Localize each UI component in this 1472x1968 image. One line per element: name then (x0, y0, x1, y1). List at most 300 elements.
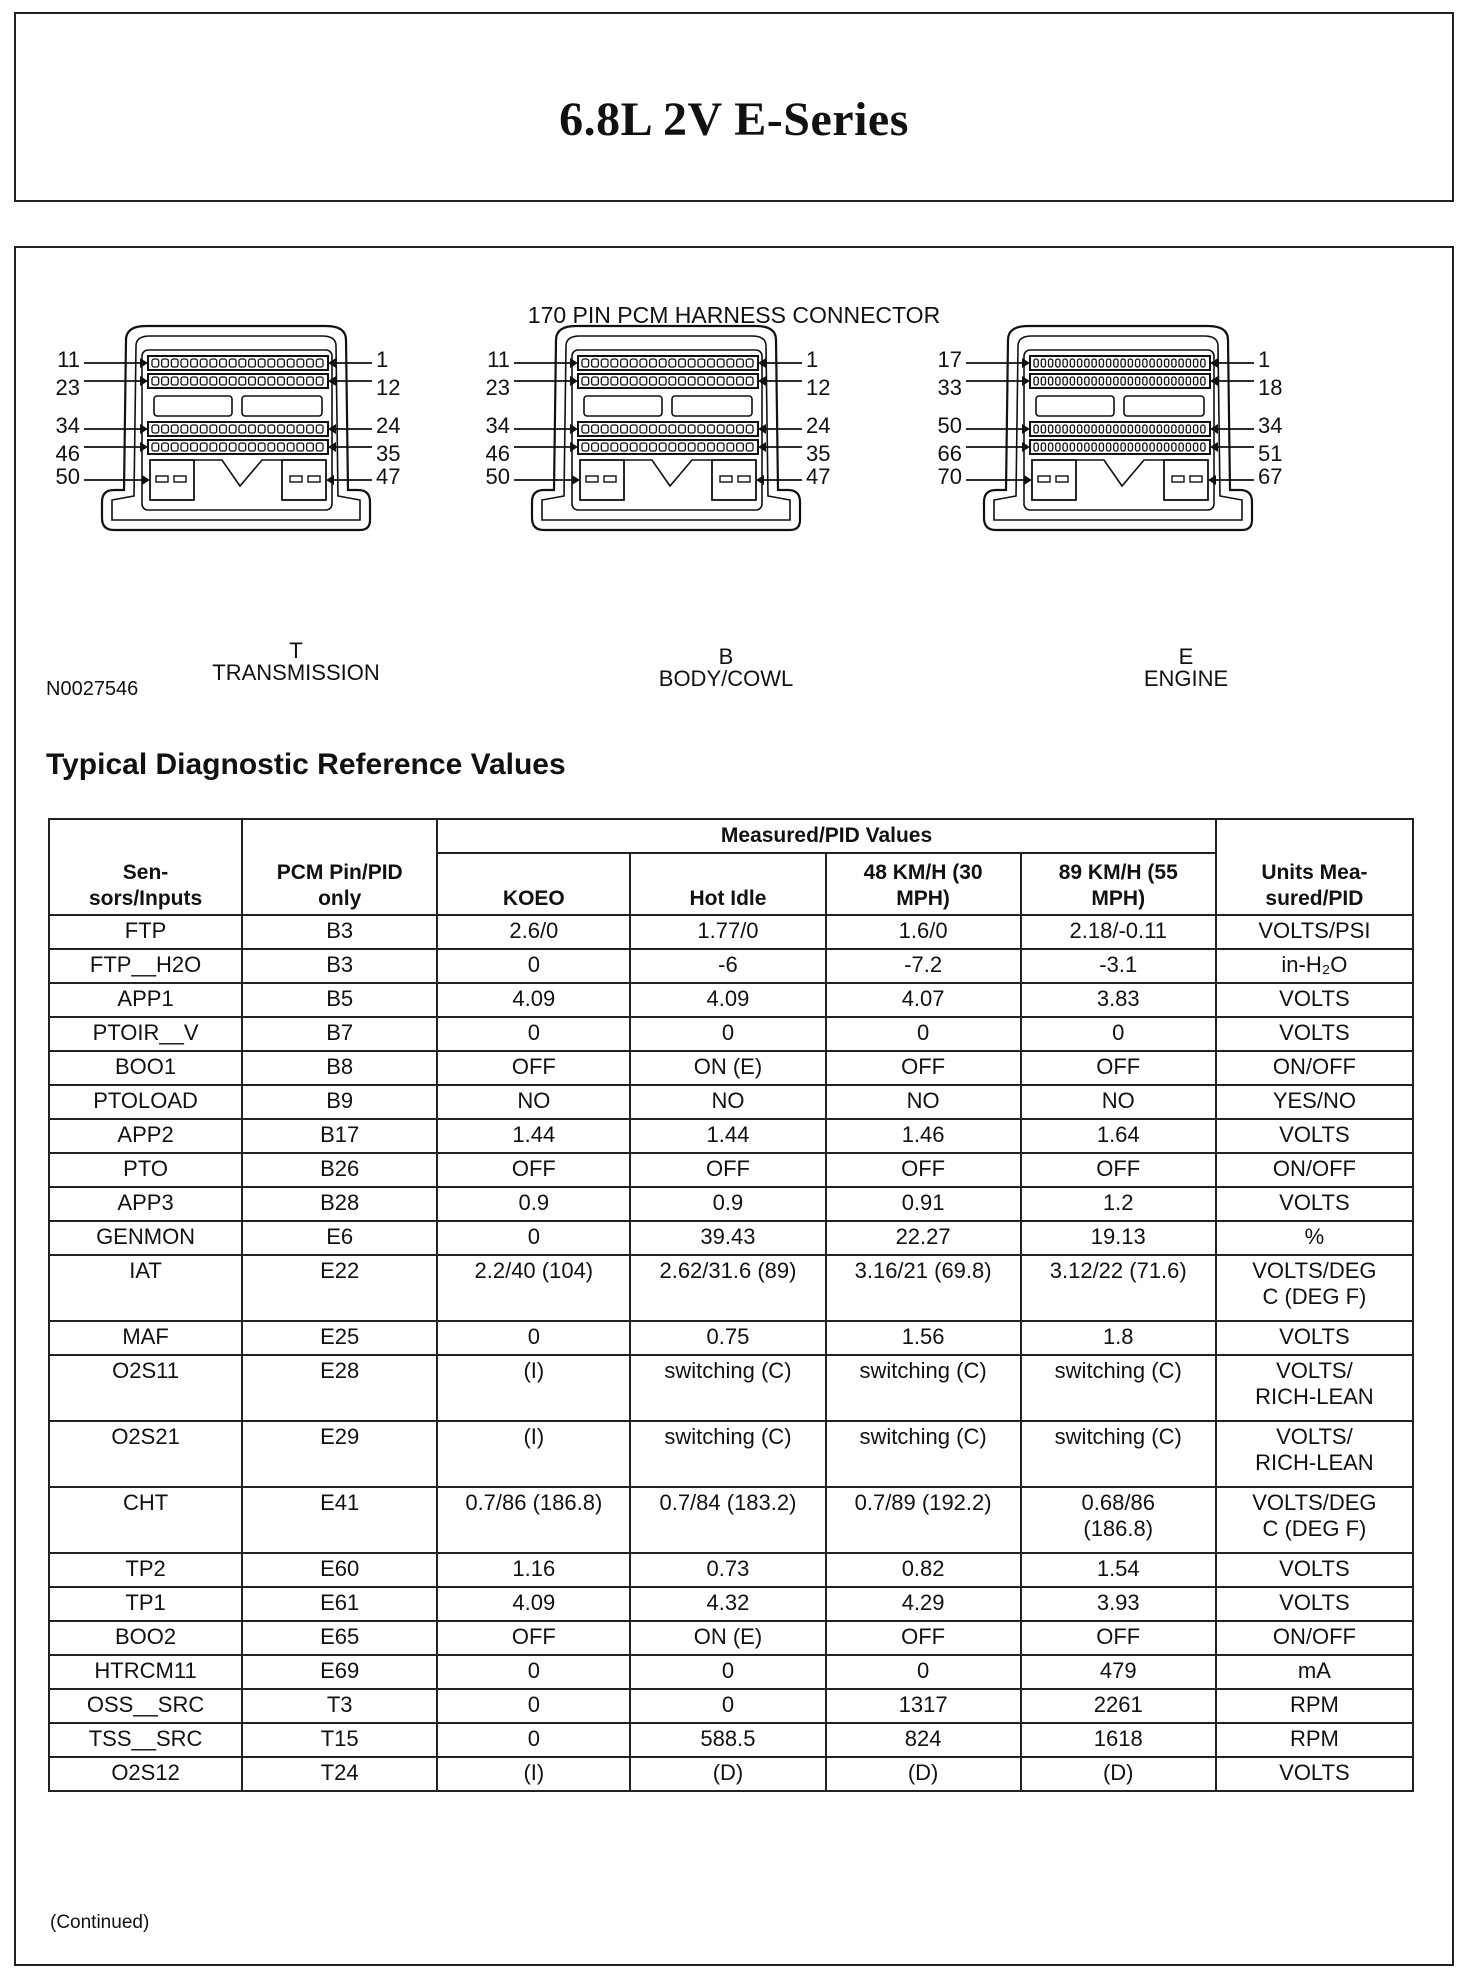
pin-cavity (1078, 443, 1082, 451)
pin-cavity (1049, 425, 1053, 433)
cell-koeo: (I) (437, 1757, 630, 1791)
cell-89-kmh: -3.1 (1021, 949, 1216, 983)
pin-cavity (1107, 425, 1111, 433)
table-row (49, 915, 1413, 949)
cell-48-kmh: NO (826, 1085, 1021, 1119)
pin-cavity (582, 377, 589, 385)
pin-cavity (258, 443, 265, 451)
table-row (49, 1655, 1413, 1689)
pin-cavity (1201, 443, 1205, 451)
pin-cavity (152, 443, 159, 451)
connector-latch (194, 460, 282, 486)
cell-koeo: 2.6/0 (437, 915, 630, 949)
pin-cavity (1157, 377, 1161, 385)
pin-cavity (640, 425, 647, 433)
table-row (49, 1051, 1413, 1085)
pin-number-label: 35 (376, 441, 401, 466)
pin-cavity (650, 443, 657, 451)
table-row (49, 1017, 1413, 1051)
pin-cavity (1128, 359, 1132, 367)
pin-cavity (181, 443, 188, 451)
connector-latch (624, 460, 712, 486)
cell-koeo: 0 (437, 1321, 630, 1355)
pin-cavity (1150, 425, 1154, 433)
cell-sensor: FTP__H2O (49, 949, 242, 983)
pin-cavity (1121, 359, 1125, 367)
pin-cavity (297, 425, 304, 433)
pin-cavity (268, 359, 275, 367)
arrow-head (142, 475, 150, 485)
pin-number-label: 66 (937, 441, 962, 466)
cell-pcm-pin: E25 (242, 1321, 437, 1355)
cell-48-kmh: (D) (826, 1757, 1021, 1791)
pin-cavity (1085, 443, 1089, 451)
pin-cavity (1201, 425, 1205, 433)
pin-cavity (249, 359, 256, 367)
pin-cavity (698, 377, 705, 385)
cell-89-kmh: 1.2 (1021, 1187, 1216, 1221)
cell-koeo: 0.7/86 (186.8) (437, 1487, 630, 1553)
header-48-kmh: 48 KM/H (30 MPH) (826, 853, 1021, 915)
key-slot (242, 396, 322, 416)
arrow-head (570, 442, 578, 452)
pin-cavity (287, 443, 294, 451)
arrow-head (140, 376, 148, 386)
pin-cavity (669, 359, 676, 367)
cell-units: RPM (1216, 1689, 1413, 1723)
cell-koeo: 0 (437, 1655, 630, 1689)
pin-cavity (1034, 377, 1038, 385)
cell-89-kmh: 0.68/86 (186.8) (1021, 1487, 1216, 1553)
pin-number-label: 47 (806, 464, 831, 489)
title-box (14, 12, 1454, 202)
pin-cavity (210, 443, 217, 451)
cell-sensor: APP1 (49, 983, 242, 1017)
pin-cavity (1121, 425, 1125, 433)
pin-cavity (688, 377, 695, 385)
cell-pcm-pin: B3 (242, 949, 437, 983)
pin-cavity (1128, 425, 1132, 433)
header-hot-idle: Hot Idle (630, 853, 825, 915)
cell-48-kmh: 1.56 (826, 1321, 1021, 1355)
pin-cavity (630, 425, 637, 433)
pin-cavity (181, 359, 188, 367)
pin-cavity (592, 425, 599, 433)
cell-48-kmh: 3.16/21 (69.8) (826, 1255, 1021, 1321)
pin-cavity (229, 425, 236, 433)
pin-cavity (278, 443, 285, 451)
pin-cavity (1121, 377, 1125, 385)
content-frame (14, 246, 1454, 1966)
pin-cavity (1143, 443, 1147, 451)
cell-pcm-pin: T3 (242, 1689, 437, 1723)
pin-cavity (229, 359, 236, 367)
pin-cavity (679, 425, 686, 433)
cell-48-kmh: 0.91 (826, 1187, 1021, 1221)
pin-cavity (727, 443, 734, 451)
cell-units: VOLTS/PSI (1216, 915, 1413, 949)
pin-cavity (1179, 443, 1183, 451)
pin-number-label: 18 (1258, 375, 1283, 400)
pin-cavity (1099, 377, 1103, 385)
pin-cavity (727, 359, 734, 367)
pin-cavity (249, 377, 256, 385)
pin-cavity (592, 443, 599, 451)
cell-koeo: 4.09 (437, 983, 630, 1017)
cell-hot-idle: NO (630, 1085, 825, 1119)
pin-number-label: 50 (485, 464, 510, 489)
pin-cavity (582, 443, 589, 451)
pin-cavity (268, 377, 275, 385)
header-pcm-pin: PCM Pin/PID only (242, 819, 437, 915)
cell-pcm-pin: T15 (242, 1723, 437, 1757)
pin-cavity (1041, 359, 1045, 367)
header-koeo: KOEO (437, 853, 630, 915)
pin-cavity (287, 425, 294, 433)
pin-cavity (162, 425, 169, 433)
pin-cavity (669, 443, 676, 451)
pin-cavity (611, 377, 618, 385)
key-slot (1036, 396, 1114, 416)
cell-48-kmh: 0 (826, 1655, 1021, 1689)
key-slot (584, 396, 662, 416)
pin-number-label: 1 (806, 347, 819, 372)
cell-pcm-pin: B9 (242, 1085, 437, 1119)
cell-89-kmh: (D) (1021, 1757, 1216, 1791)
pin-number-label: 51 (1258, 441, 1283, 466)
cell-units: VOLTS (1216, 1017, 1413, 1051)
pin-cavity (210, 377, 217, 385)
section-title: Typical Diagnostic Reference Values (46, 748, 566, 781)
pin-cavity (1041, 425, 1045, 433)
cell-sensor: BOO2 (49, 1621, 242, 1655)
cell-hot-idle: 0 (630, 1655, 825, 1689)
pin-cavity (229, 377, 236, 385)
pin-cavity (601, 377, 608, 385)
pin-cavity (1085, 425, 1089, 433)
table-row (49, 1221, 1413, 1255)
cell-pcm-pin: E28 (242, 1355, 437, 1421)
pin-cavity (1041, 443, 1045, 451)
pin-cavity (727, 377, 734, 385)
cell-units: VOLTS (1216, 1757, 1413, 1791)
pin-cavity (621, 377, 628, 385)
pin-number-label: 24 (806, 413, 831, 438)
pin-cavity (1165, 377, 1169, 385)
connector-letter: T (289, 638, 303, 663)
cell-48-kmh: 4.29 (826, 1587, 1021, 1621)
pin-cavity (171, 443, 178, 451)
cell-hot-idle: 0.75 (630, 1321, 825, 1355)
pin-number-label: 34 (1258, 413, 1283, 438)
table-row (49, 1757, 1413, 1791)
pin-cavity (698, 443, 705, 451)
pin-cavity (162, 377, 169, 385)
pin-cavity (1165, 425, 1169, 433)
pin-cavity (220, 377, 227, 385)
cell-hot-idle: 0.7/84 (183.2) (630, 1487, 825, 1553)
pin-cavity (258, 359, 265, 367)
cell-pcm-pin: B8 (242, 1051, 437, 1085)
cell-48-kmh: 4.07 (826, 983, 1021, 1017)
cell-koeo: 0.9 (437, 1187, 630, 1221)
cell-units: VOLTS (1216, 1119, 1413, 1153)
table-row (49, 1421, 1413, 1487)
pin-cavity (679, 377, 686, 385)
cell-koeo: OFF (437, 1621, 630, 1655)
pin-cavity (268, 425, 275, 433)
pin-cavity (316, 359, 323, 367)
pin-cavity (1092, 377, 1096, 385)
cell-hot-idle: (D) (630, 1757, 825, 1791)
pin-cavity (210, 425, 217, 433)
pin-cavity (191, 425, 198, 433)
pin-cavity (171, 425, 178, 433)
pin-cavity (191, 443, 198, 451)
pin-cavity (737, 377, 744, 385)
pin-cavity (220, 425, 227, 433)
pin-cavity (1194, 443, 1198, 451)
cell-units: VOLTS/ RICH-LEAN (1216, 1355, 1413, 1421)
cell-hot-idle: switching (C) (630, 1355, 825, 1421)
pin-cavity (592, 359, 599, 367)
pin-number-label: 12 (376, 375, 401, 400)
pin-cavity (1063, 359, 1067, 367)
pin-number-label: 1 (376, 347, 389, 372)
pin-cavity (669, 377, 676, 385)
cell-hot-idle: 1.77/0 (630, 915, 825, 949)
pin-cavity (1114, 359, 1118, 367)
pin-cavity (601, 443, 608, 451)
pin-cavity (1056, 443, 1060, 451)
pin-cavity (1143, 359, 1147, 367)
arrow-head (1022, 376, 1030, 386)
pin-cavity (698, 425, 705, 433)
pin-cavity (1092, 443, 1096, 451)
cell-sensor: PTO (49, 1153, 242, 1187)
cell-hot-idle: 1.44 (630, 1119, 825, 1153)
pin-cavity (1070, 359, 1074, 367)
arrow-head (756, 475, 764, 485)
pin-number-label: 34 (485, 413, 510, 438)
pin-cavity (630, 377, 637, 385)
pin-cavity (1172, 377, 1176, 385)
cell-koeo: 1.16 (437, 1553, 630, 1587)
pin-cavity (200, 425, 207, 433)
cell-48-kmh: switching (C) (826, 1421, 1021, 1487)
cell-sensor: PTOIR__V (49, 1017, 242, 1051)
pin-cavity (708, 425, 715, 433)
pin-cavity (268, 443, 275, 451)
pin-cavity (200, 377, 207, 385)
pin-cavity (1172, 425, 1176, 433)
pin-number-label: 70 (937, 464, 962, 489)
pin-cavity (162, 443, 169, 451)
pin-cavity (640, 377, 647, 385)
pin-cavity (1143, 377, 1147, 385)
pin-number-label: 50 (55, 464, 80, 489)
pin-cavity (669, 425, 676, 433)
pin-cavity (659, 377, 666, 385)
pin-cavity (1165, 443, 1169, 451)
pin-cavity (1070, 425, 1074, 433)
arrow-head (140, 424, 148, 434)
pin-cavity (621, 359, 628, 367)
table-row (49, 1255, 1413, 1321)
pin-number-label: 46 (485, 441, 510, 466)
pin-cavity (297, 359, 304, 367)
pin-cavity (1056, 425, 1060, 433)
arrow-head (326, 475, 334, 485)
reference-values-table (48, 818, 1414, 1792)
pin-number-label: 23 (485, 375, 510, 400)
pin-cavity (1172, 443, 1176, 451)
pin-cavity (307, 443, 314, 451)
cell-89-kmh: 2261 (1021, 1689, 1216, 1723)
pin-cavity (1128, 443, 1132, 451)
pin-cavity (1194, 377, 1198, 385)
arrow-head (140, 358, 148, 368)
pin-cavity (1128, 377, 1132, 385)
pin-cavity (239, 443, 246, 451)
cell-48-kmh: 22.27 (826, 1221, 1021, 1255)
cell-koeo: OFF (437, 1051, 630, 1085)
cell-pcm-pin: E61 (242, 1587, 437, 1621)
cell-units: VOLTS (1216, 1187, 1413, 1221)
pin-cavity (1099, 359, 1103, 367)
cell-48-kmh: 1.46 (826, 1119, 1021, 1153)
cell-pcm-pin: E41 (242, 1487, 437, 1553)
cell-89-kmh: 19.13 (1021, 1221, 1216, 1255)
table-row (49, 1119, 1413, 1153)
pin-cavity (152, 425, 159, 433)
pin-cavity (1049, 377, 1053, 385)
pin-cavity (737, 443, 744, 451)
pin-cavity (278, 359, 285, 367)
table-row (49, 1587, 1413, 1621)
pin-number-label: 67 (1258, 464, 1283, 489)
arrow-head (1022, 442, 1030, 452)
pin-cavity (640, 443, 647, 451)
cell-48-kmh: 824 (826, 1723, 1021, 1757)
arrow-head (570, 424, 578, 434)
pin-cavity (611, 443, 618, 451)
cell-koeo: 1.44 (437, 1119, 630, 1153)
cell-units: VOLTS/ RICH-LEAN (1216, 1421, 1413, 1487)
pin-cavity (708, 443, 715, 451)
pin-cavity (1085, 377, 1089, 385)
cell-89-kmh: 1.64 (1021, 1119, 1216, 1153)
pin-cavity (181, 425, 188, 433)
pin-cavity (307, 425, 314, 433)
pin-cavity (229, 443, 236, 451)
pin-cavity (1179, 377, 1183, 385)
pin-cavity (239, 377, 246, 385)
cell-sensor: CHT (49, 1487, 242, 1553)
cell-sensor: OSS__SRC (49, 1689, 242, 1723)
pin-cavity (688, 425, 695, 433)
cell-48-kmh: 1317 (826, 1689, 1021, 1723)
pin-cavity (191, 377, 198, 385)
table-row (49, 1153, 1413, 1187)
cell-units: in-H₂O (1216, 949, 1413, 983)
pin-cavity (1136, 443, 1140, 451)
connector-label-transmission (176, 640, 416, 684)
pin-cavity (708, 377, 715, 385)
pin-cavity (191, 359, 198, 367)
pin-cavity (200, 443, 207, 451)
pin-cavity (650, 359, 657, 367)
pin-number-label: 23 (55, 375, 80, 400)
cell-89-kmh: OFF (1021, 1051, 1216, 1085)
table-row (49, 1689, 1413, 1723)
pin-number-label: 50 (937, 413, 962, 438)
pin-cavity (258, 377, 265, 385)
cell-sensor: O2S11 (49, 1355, 242, 1421)
pin-cavity (592, 377, 599, 385)
cell-units: % (1216, 1221, 1413, 1255)
pin-cavity (1179, 359, 1183, 367)
connector-letter: B (718, 644, 734, 669)
pin-number-label: 24 (376, 413, 401, 438)
pin-number-label: 12 (806, 375, 831, 400)
pin-cavity (717, 359, 724, 367)
header-sensors: Sen- sors/Inputs (49, 819, 242, 915)
cell-koeo: 0 (437, 1723, 630, 1757)
pin-cavity (1194, 359, 1198, 367)
key-slot (154, 396, 232, 416)
arrow-head (572, 475, 580, 485)
pin-cavity (746, 359, 753, 367)
pin-cavity (287, 359, 294, 367)
pin-cavity (1150, 359, 1154, 367)
header-measured-values: Measured/PID Values (437, 819, 1216, 853)
pin-cavity (1194, 425, 1198, 433)
connector-title: 170 PIN PCM HARNESS CONNECTOR (527, 302, 941, 328)
pin-cavity (640, 359, 647, 367)
pin-cavity (1114, 425, 1118, 433)
pin-cavity (659, 443, 666, 451)
pin-cavity (1114, 377, 1118, 385)
pin-cavity (1157, 425, 1161, 433)
cell-48-kmh: OFF (826, 1621, 1021, 1655)
cell-units: mA (1216, 1655, 1413, 1689)
continued-note: (Continued) (50, 1912, 150, 1933)
pin-cavity (210, 359, 217, 367)
connector-label-body (606, 646, 846, 690)
cell-sensor: HTRCM11 (49, 1655, 242, 1689)
pin-cavity (1121, 443, 1125, 451)
pin-cavity (1099, 443, 1103, 451)
key-slot (672, 396, 752, 416)
pin-cavity (1092, 359, 1096, 367)
table-row (49, 1723, 1413, 1757)
cell-pcm-pin: B17 (242, 1119, 437, 1153)
pin-cavity (1034, 359, 1038, 367)
pin-number-label: 1 (1258, 347, 1271, 372)
pin-number-label: 11 (487, 347, 510, 372)
connector-name: ENGINE (1143, 666, 1229, 691)
pin-cavity (258, 425, 265, 433)
pin-cavity (688, 359, 695, 367)
pin-cavity (746, 377, 753, 385)
pin-cavity (1143, 425, 1147, 433)
pin-cavity (1049, 359, 1053, 367)
pin-cavity (181, 377, 188, 385)
pin-cavity (1078, 377, 1082, 385)
pin-cavity (659, 359, 666, 367)
connector-diagram (16, 318, 1456, 638)
